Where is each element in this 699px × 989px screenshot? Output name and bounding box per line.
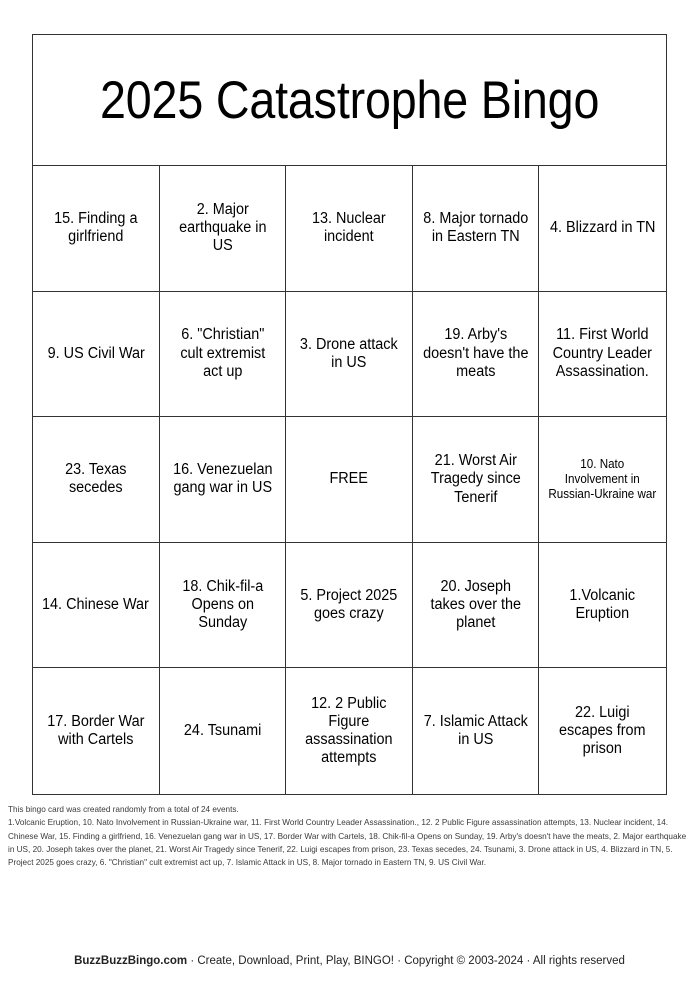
bingo-cell[interactable] bbox=[539, 292, 666, 418]
bingo-cell-label: 4. Blizzard in TN bbox=[549, 219, 656, 237]
bingo-cell[interactable] bbox=[539, 668, 666, 794]
bingo-cell[interactable] bbox=[33, 292, 160, 418]
bingo-cell-label: 2. Major earthquake in US bbox=[178, 200, 267, 255]
bingo-cell[interactable] bbox=[539, 166, 666, 292]
bingo-cell[interactable] bbox=[160, 417, 287, 543]
bingo-cell-label: FREE bbox=[329, 470, 369, 488]
bingo-card bbox=[32, 34, 667, 795]
bingo-cell[interactable] bbox=[160, 292, 287, 418]
bingo-cell-label: 20. Joseph takes over the planet bbox=[430, 577, 521, 632]
bingo-cell-label: 1.Volcanic Eruption bbox=[569, 586, 636, 623]
bingo-grid bbox=[33, 166, 666, 794]
bingo-cell-label: 19. Arby's doesn't have the meats bbox=[422, 326, 529, 381]
bingo-cell[interactable] bbox=[413, 166, 540, 292]
bingo-cell-label: 13. Nuclear incident bbox=[312, 210, 386, 246]
bingo-cell[interactable] bbox=[33, 543, 160, 669]
bingo-cell-label: 7. Islamic Attack in US bbox=[423, 712, 528, 749]
bingo-cell[interactable] bbox=[286, 166, 413, 292]
bingo-cell[interactable] bbox=[413, 292, 540, 418]
page-title: 2025 Catastrophe Bingo bbox=[99, 70, 600, 130]
bingo-cell-label: 12. 2 Public Figure assassination attempts bbox=[305, 694, 393, 767]
footer-tagline: · Create, Download, Print, Play, BINGO! · Copyright © 2003-2024 · All rights reserved bbox=[187, 955, 625, 967]
bingo-cell[interactable] bbox=[160, 668, 287, 794]
bingo-cell-label: 11. First World Country Leader Assassination. bbox=[553, 326, 653, 381]
site-footer bbox=[0, 955, 699, 967]
bingo-cell-label: 8. Major tornado in Eastern TN bbox=[423, 210, 529, 246]
bingo-cell-label: 16. Venezuelan gang war in US bbox=[172, 461, 273, 497]
bingo-cell[interactable] bbox=[286, 292, 413, 418]
bingo-cell-label: 22. Luigi escapes from prison bbox=[559, 703, 646, 758]
bingo-cell-label: 21. Worst Air Tragedy since Tenerif bbox=[430, 452, 521, 506]
bingo-cell[interactable] bbox=[286, 543, 413, 669]
fineprint bbox=[8, 803, 691, 869]
bingo-cell-free[interactable] bbox=[286, 417, 413, 543]
bingo-cell[interactable] bbox=[160, 166, 287, 292]
bingo-cell-label: 18. Chik-fil-a Opens on Sunday bbox=[181, 577, 263, 632]
bingo-cell[interactable] bbox=[539, 543, 666, 669]
bingo-cell[interactable] bbox=[539, 417, 666, 543]
bingo-cell[interactable] bbox=[413, 417, 540, 543]
bingo-cell-label: 6. "Christian" cult extremist act up bbox=[179, 326, 265, 381]
bingo-cell[interactable] bbox=[160, 543, 287, 669]
bingo-cell-label: 23. Texas secedes bbox=[65, 461, 127, 497]
bingo-cell[interactable] bbox=[413, 543, 540, 669]
bingo-cell[interactable] bbox=[33, 668, 160, 794]
bingo-cell[interactable] bbox=[286, 668, 413, 794]
bingo-cell-label: 5. Project 2025 goes crazy bbox=[300, 586, 398, 623]
bingo-cell-label: 17. Border War with Cartels bbox=[47, 712, 145, 749]
bingo-cell-label: 3. Drone attack in US bbox=[300, 335, 398, 371]
card-title-band bbox=[33, 35, 666, 166]
bingo-cell[interactable] bbox=[33, 166, 160, 292]
bingo-cell-label: 15. Finding a girlfriend bbox=[54, 210, 138, 246]
bingo-cell-label: 10. Nato Involvement in Russian-Ukraine war bbox=[548, 456, 657, 501]
site-brand[interactable]: BuzzBuzzBingo.com bbox=[74, 955, 188, 967]
fineprint-event-list: 1.Volcanic Eruption, 10. Nato Involvement in Russian-Ukraine war, 11. First World Country Leader Assassination., 12. 2 Public Figure assassination attempts, 13. Nuclear incident, 14. Chinese War, 15. Finding a girlfriend, 16. Venezuelan gang war in US, 17. Border War with Cartels, 18. Chik-fil-a Opens on Sunday, 19. Arby's doesn't have the meats, 2. Major earthquake in US, 20. Joseph takes over the planet, 21. Worst Air Tragedy since Tenerif, 22. Luigi escapes from prison, 23. Texas secedes, 24. Tsunami, 3. Drone attack in US, 4. Blizzard in TN, 5. Project 2025 goes crazy, 6. "Christian" cult extremist act up, 7. Islamic Attack in US, 8. Major tornado in Eastern TN, 9. US Civil War. bbox=[8, 818, 687, 868]
bingo-cell[interactable] bbox=[33, 417, 160, 543]
fineprint-intro: This bingo card was created randomly from a total of 24 events. bbox=[8, 805, 239, 814]
bingo-cell-label: 24. Tsunami bbox=[183, 722, 262, 740]
bingo-cell[interactable] bbox=[413, 668, 540, 794]
bingo-cell-label: 14. Chinese War bbox=[42, 595, 150, 613]
bingo-cell-label: 9. US Civil War bbox=[47, 344, 145, 362]
